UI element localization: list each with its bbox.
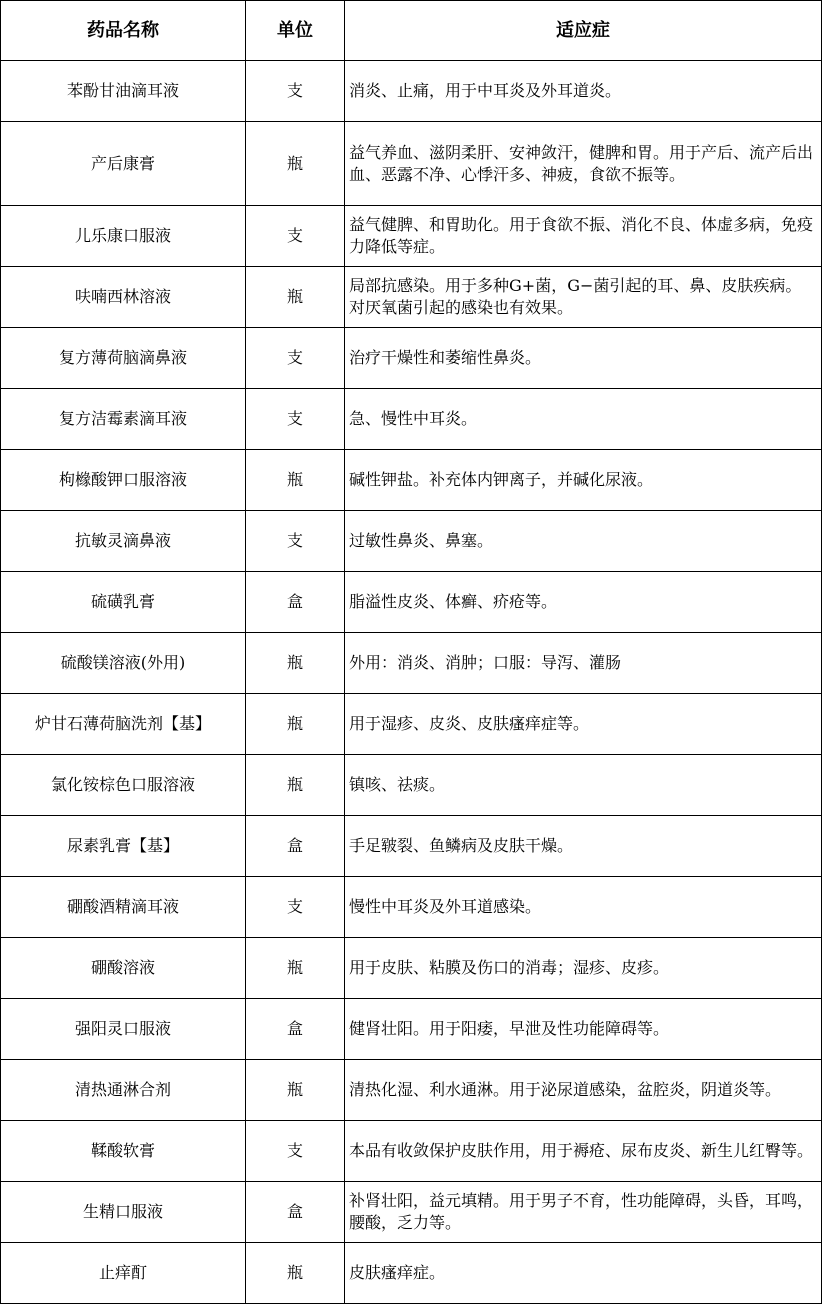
drug-unit: 瓶: [246, 938, 345, 999]
table-row: [1, 694, 822, 755]
drug-name: 强阳灵口服液: [1, 999, 246, 1060]
drug-indication: 本品有收敛保护皮肤作用，用于褥疮、尿布皮炎、新生儿红臀等。: [345, 1121, 822, 1182]
drug-name: 产后康膏: [1, 122, 246, 206]
drug-indication: 用于湿疹、皮炎、皮肤瘙痒症等。: [345, 694, 822, 755]
drug-indication: 局部抗感染。用于多种G+菌，G−菌引起的耳、鼻、皮肤疾病。对厌氧菌引起的感染也有效果。: [345, 267, 822, 328]
drug-name: 硫酸镁溶液(外用): [1, 633, 246, 694]
drug-unit: 支: [246, 511, 345, 572]
drug-unit: 盒: [246, 572, 345, 633]
drug-name: 生精口服液: [1, 1182, 246, 1243]
drug-name: 儿乐康口服液: [1, 206, 246, 267]
drug-indication: 补肾壮阳，益元填精。用于男子不育，性功能障碍，头昏，耳鸣，腰酸，乏力等。: [345, 1182, 822, 1243]
drug-unit: 瓶: [246, 694, 345, 755]
drug-unit: 支: [246, 389, 345, 450]
table-row: [1, 206, 822, 267]
drug-name: 复方薄荷脑滴鼻液: [1, 328, 246, 389]
drug-unit: 瓶: [246, 450, 345, 511]
drug-indication: 手足皲裂、鱼鳞病及皮肤干燥。: [345, 816, 822, 877]
table-row: [1, 938, 822, 999]
drug-unit: 支: [246, 1121, 345, 1182]
header-drug-name: 药品名称: [1, 1, 246, 61]
table-row: [1, 122, 822, 206]
table-row: [1, 450, 822, 511]
drug-indication: 皮肤瘙痒症。: [345, 1243, 822, 1304]
drug-indication: 益气健脾、和胃助化。用于食欲不振、消化不良、体虚多病，免疫力降低等症。: [345, 206, 822, 267]
table-row: [1, 755, 822, 816]
drug-name: 抗敏灵滴鼻液: [1, 511, 246, 572]
drug-name: 硼酸溶液: [1, 938, 246, 999]
table-row: [1, 511, 822, 572]
header-row: [1, 1, 822, 61]
drug-name: 尿素乳膏【基】: [1, 816, 246, 877]
table-row: [1, 328, 822, 389]
drug-unit: 盒: [246, 1182, 345, 1243]
table-row: [1, 267, 822, 328]
drug-indication: 益气养血、滋阴柔肝、安神敛汗，健脾和胃。用于产后、流产后出血、恶露不净、心悸汗多、神疲，食欲不振等。: [345, 122, 822, 206]
drug-unit: 瓶: [246, 1243, 345, 1304]
drug-name: 硼酸酒精滴耳液: [1, 877, 246, 938]
drug-indication: 消炎、止痛，用于中耳炎及外耳道炎。: [345, 61, 822, 122]
drug-indication: 碱性钾盐。补充体内钾离子，并碱化尿液。: [345, 450, 822, 511]
drug-indication: 脂溢性皮炎、体癣、疥疮等。: [345, 572, 822, 633]
drug-indication: 急、慢性中耳炎。: [345, 389, 822, 450]
table-row: [1, 1060, 822, 1121]
table-row: [1, 999, 822, 1060]
drug-indication: 健肾壮阳。用于阳痿，早泄及性功能障碍等。: [345, 999, 822, 1060]
drug-indication: 用于皮肤、粘膜及伤口的消毒；湿疹、皮疹。: [345, 938, 822, 999]
drug-name: 硫磺乳膏: [1, 572, 246, 633]
table-row: [1, 816, 822, 877]
drug-unit: 支: [246, 61, 345, 122]
drug-unit: 支: [246, 328, 345, 389]
header-unit: 单位: [246, 1, 345, 61]
drug-name: 炉甘石薄荷脑洗剂【基】: [1, 694, 246, 755]
drug-indication: 慢性中耳炎及外耳道感染。: [345, 877, 822, 938]
drug-indication: 外用：消炎、消肿；口服：导泻、灌肠: [345, 633, 822, 694]
drug-indication: 治疗干燥性和萎缩性鼻炎。: [345, 328, 822, 389]
drug-name: 鞣酸软膏: [1, 1121, 246, 1182]
table-row: [1, 389, 822, 450]
drug-unit: 瓶: [246, 267, 345, 328]
drug-unit: 盒: [246, 816, 345, 877]
table-row: [1, 572, 822, 633]
drug-name: 枸橼酸钾口服溶液: [1, 450, 246, 511]
drug-unit: 支: [246, 206, 345, 267]
drug-name: 止痒酊: [1, 1243, 246, 1304]
drug-name: 清热通淋合剂: [1, 1060, 246, 1121]
drug-indication: 镇咳、祛痰。: [345, 755, 822, 816]
table-row: [1, 61, 822, 122]
drug-unit: 盒: [246, 999, 345, 1060]
drug-unit: 瓶: [246, 755, 345, 816]
drug-indication: 清热化湿、利水通淋。用于泌尿道感染，盆腔炎，阴道炎等。: [345, 1060, 822, 1121]
drug-unit: 瓶: [246, 633, 345, 694]
drug-unit: 瓶: [246, 1060, 345, 1121]
drug-name: 呋喃西林溶液: [1, 267, 246, 328]
table-row: [1, 1182, 822, 1243]
table-row: [1, 877, 822, 938]
table-row: [1, 1243, 822, 1304]
drug-name: 复方洁霉素滴耳液: [1, 389, 246, 450]
table-row: [1, 633, 822, 694]
drug-name: 氯化铵棕色口服溶液: [1, 755, 246, 816]
table-row: [1, 1121, 822, 1182]
drug-unit: 瓶: [246, 122, 345, 206]
drug-unit: 支: [246, 877, 345, 938]
header-indication: 适应症: [345, 1, 822, 61]
drug-indication: 过敏性鼻炎、鼻塞。: [345, 511, 822, 572]
drug-name: 苯酚甘油滴耳液: [1, 61, 246, 122]
